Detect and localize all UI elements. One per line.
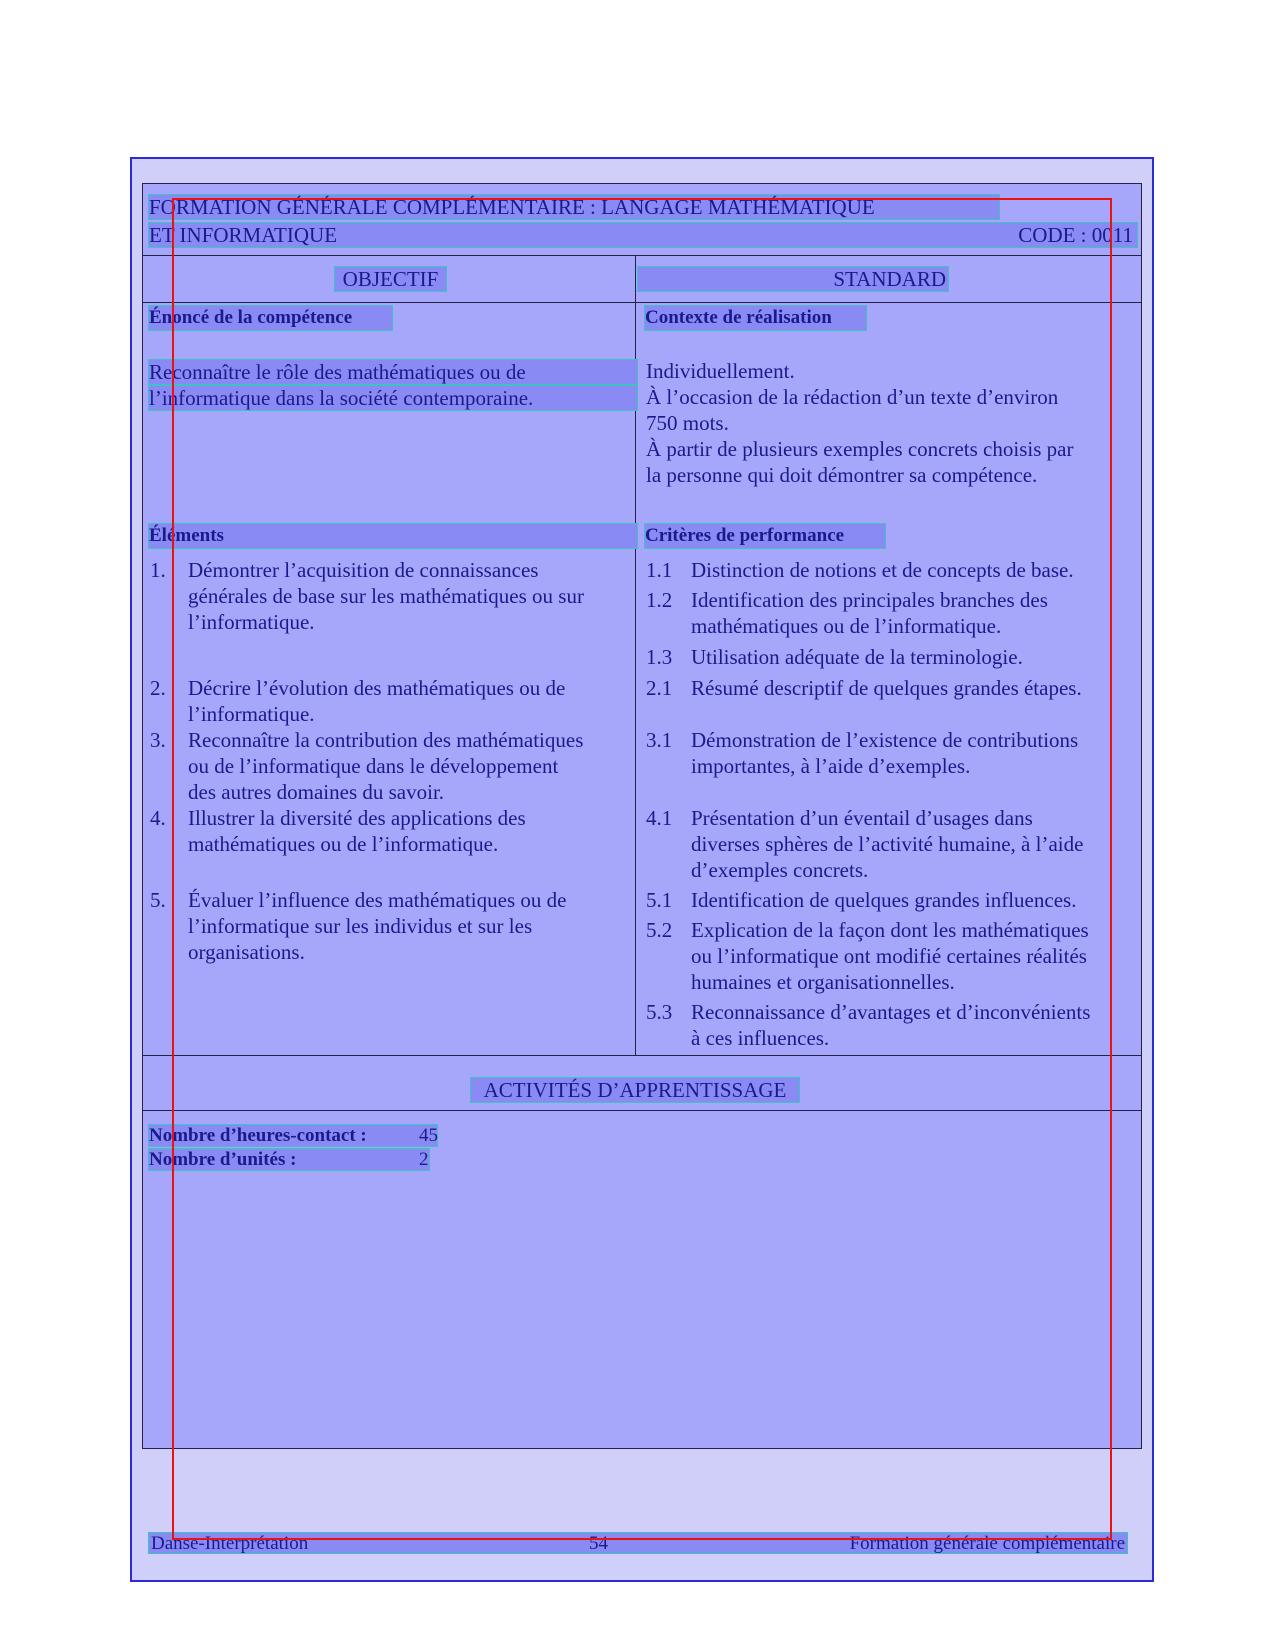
footer-left: Danse-Interprétation	[151, 1533, 309, 1554]
heures-label: Nombre d’heures-contact :	[149, 1125, 367, 1146]
title-line-2	[148, 222, 1138, 248]
unites-value: 2	[419, 1149, 429, 1170]
criteres-label: Critères de performance	[644, 523, 886, 549]
critere-line: Identification de quelques grandes influences.	[691, 888, 1077, 912]
page-footer	[148, 1532, 1128, 1554]
critere-line: Identification des principales branches des	[691, 588, 1048, 612]
critere-line: diverses sphères de l’activité humaine, à l’aide	[691, 832, 1084, 856]
element-line: l’informatique sur les individus et sur les	[188, 914, 533, 938]
element-line: l’informatique.	[188, 702, 315, 726]
contexte-line: 750 mots.	[646, 411, 729, 435]
critere-line: ou l’informatique ont modifié certaines réalités	[691, 944, 1087, 968]
elements-label: Éléments	[148, 523, 638, 549]
critere-line: mathématiques ou de l’informatique.	[691, 614, 1002, 638]
element-line: organisations.	[188, 940, 305, 964]
critere-number: 3.1	[646, 728, 673, 752]
critere-line: Reconnaissance d’avantages et d’inconvénients	[691, 1000, 1091, 1024]
course-code: CODE : 0011	[1018, 223, 1133, 247]
title-line-1: FORMATION GÉNÉRALE COMPLÉMENTAIRE : LANGAGE MATHÉMATIQUE	[148, 194, 1000, 220]
element-line: ou de l’informatique dans le développement	[188, 754, 559, 778]
critere-number: 2.1	[646, 676, 673, 700]
divider	[142, 302, 1142, 303]
element-line: Reconnaître la contribution des mathématiques	[188, 728, 584, 752]
contexte-line: la personne qui doit démontrer sa compétence.	[646, 463, 1038, 487]
critere-line: humaines et organisationnelles.	[691, 970, 955, 994]
element-number: 3.	[150, 728, 166, 752]
critere-line: importantes, à l’aide d’exemples.	[691, 754, 971, 778]
divider	[142, 1110, 1142, 1111]
element-line: des autres domaines du savoir.	[188, 780, 445, 804]
divider	[142, 255, 1142, 256]
contexte-label: Contexte de réalisation	[644, 305, 867, 331]
critere-line: à ces influences.	[691, 1026, 830, 1050]
contexte-line: À l’occasion de la rédaction d’un texte d’environ	[646, 385, 1059, 409]
unites-label: Nombre d’unités :	[149, 1149, 297, 1170]
critere-number: 5.1	[646, 888, 673, 912]
element-line: Illustrer la diversité des applications des	[188, 806, 526, 830]
unites-row	[148, 1148, 430, 1171]
critere-line: Démonstration de l’existence de contributions	[691, 728, 1079, 752]
element-line: mathématiques ou de l’informatique.	[188, 832, 499, 856]
critere-number: 1.3	[646, 645, 673, 669]
contexte-line: À partir de plusieurs exemples concrets choisis par	[646, 437, 1074, 461]
critere-line: Présentation d’un éventail d’usages dans	[691, 806, 1033, 830]
critere-number: 1.2	[646, 588, 673, 612]
objectif-heading: OBJECTIF	[334, 266, 447, 292]
element-line: Décrire l’évolution des mathématiques ou de	[188, 676, 566, 700]
footer-page-number: 54	[589, 1533, 608, 1554]
contexte-line: Individuellement.	[646, 359, 795, 383]
element-number: 2.	[150, 676, 166, 700]
standard-heading: STANDARD	[637, 266, 949, 292]
critere-number: 5.2	[646, 918, 673, 942]
critere-line: Explication de la façon dont les mathématiques	[691, 918, 1089, 942]
critere-number: 5.3	[646, 1000, 673, 1024]
critere-line: d’exemples concrets.	[691, 858, 869, 882]
critere-number: 1.1	[646, 558, 673, 582]
element-number: 4.	[150, 806, 166, 830]
footer-right: Formation générale complémentaire	[849, 1533, 1125, 1554]
competence-label: Énoncé de la compétence	[148, 305, 393, 331]
heures-value: 45	[419, 1125, 438, 1146]
element-line: générales de base sur les mathématiques ou sur	[188, 584, 584, 608]
element-number: 1.	[150, 558, 166, 582]
element-line: Évaluer l’influence des mathématiques ou de	[188, 888, 567, 912]
critere-line: Résumé descriptif de quelques grandes étapes.	[691, 676, 1082, 700]
critere-number: 4.1	[646, 806, 673, 830]
competence-line: l’informatique dans la société contemporaine.	[148, 385, 638, 411]
element-line: Démontrer l’acquisition de connaissances	[188, 558, 539, 582]
heures-row	[148, 1124, 438, 1147]
critere-line: Utilisation adéquate de la terminologie.	[691, 645, 1023, 669]
element-line: l’informatique.	[188, 610, 315, 634]
divider	[142, 1055, 1142, 1056]
critere-line: Distinction de notions et de concepts de base.	[691, 558, 1074, 582]
title-line-2-text: ET INFORMATIQUE	[149, 223, 338, 247]
competence-line: Reconnaître le rôle des mathématiques ou de	[148, 359, 638, 385]
element-number: 5.	[150, 888, 166, 912]
activites-title: ACTIVITÉS D’APPRENTISSAGE	[470, 1077, 800, 1103]
